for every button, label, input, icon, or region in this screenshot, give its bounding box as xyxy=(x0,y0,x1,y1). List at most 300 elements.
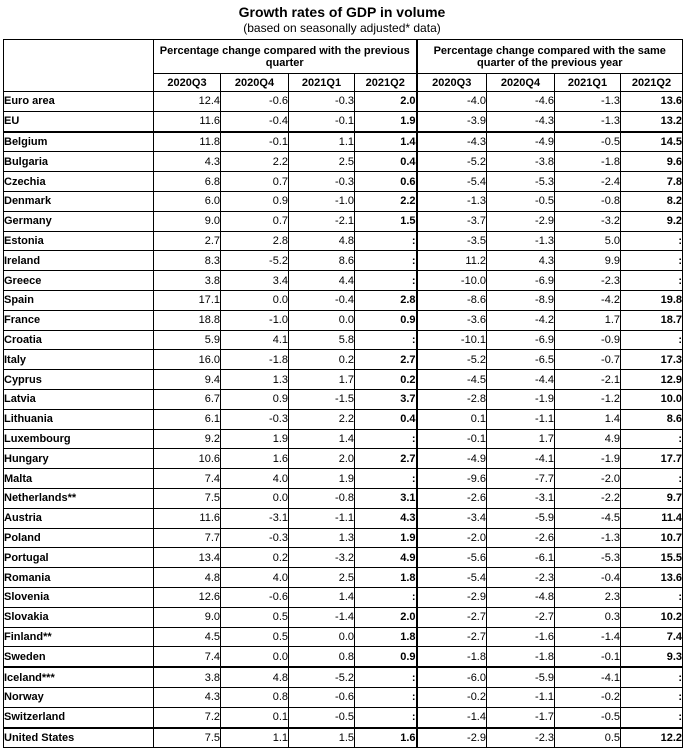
column-header: 2021Q1 xyxy=(555,74,621,92)
value-cell: : xyxy=(355,429,417,449)
value-cell: -5.4 xyxy=(417,172,487,192)
value-cell: -0.8 xyxy=(555,191,621,211)
value-cell: 0.7 xyxy=(221,211,289,231)
value-cell: 10.6 xyxy=(154,449,221,469)
column-header: 2021Q2 xyxy=(621,74,683,92)
value-cell: 0.1 xyxy=(417,409,487,429)
value-cell: 0.1 xyxy=(221,707,289,727)
value-cell: -0.2 xyxy=(417,687,487,707)
value-cell: 2.2 xyxy=(221,152,289,172)
country-cell: Croatia xyxy=(4,330,154,350)
country-cell: Estonia xyxy=(4,231,154,251)
value-cell: 0.4 xyxy=(355,152,417,172)
value-cell: 12.4 xyxy=(154,92,221,112)
value-cell: : xyxy=(355,587,417,607)
value-cell: 4.8 xyxy=(221,667,289,687)
value-cell: 8.6 xyxy=(621,409,683,429)
value-cell: -5.6 xyxy=(417,548,487,568)
value-cell: : xyxy=(621,271,683,291)
value-cell: 8.3 xyxy=(154,251,221,271)
value-cell: 5.8 xyxy=(289,330,355,350)
page-title: Growth rates of GDP in volume xyxy=(238,4,446,20)
value-cell: 9.4 xyxy=(154,370,221,390)
value-cell: -1.8 xyxy=(417,647,487,667)
value-cell: 2.7 xyxy=(355,350,417,370)
value-cell: -4.5 xyxy=(555,508,621,528)
table-row xyxy=(4,251,683,271)
value-cell: -2.0 xyxy=(555,469,621,489)
value-cell: 11.6 xyxy=(154,111,221,131)
value-cell: -0.4 xyxy=(289,290,355,310)
value-cell: : xyxy=(355,469,417,489)
value-cell: 1.9 xyxy=(355,528,417,548)
value-cell: -0.5 xyxy=(555,132,621,152)
country-cell: Sweden xyxy=(4,647,154,667)
value-cell: 17.7 xyxy=(621,449,683,469)
value-cell: -0.5 xyxy=(487,191,555,211)
value-cell: -1.8 xyxy=(221,350,289,370)
value-cell: -1.3 xyxy=(555,92,621,112)
value-cell: -4.9 xyxy=(487,132,555,152)
value-cell: 9.0 xyxy=(154,607,221,627)
value-cell: 2.3 xyxy=(555,587,621,607)
value-cell: 1.9 xyxy=(289,469,355,489)
value-cell: 17.1 xyxy=(154,290,221,310)
value-cell: 4.3 xyxy=(355,508,417,528)
value-cell: 7.8 xyxy=(621,172,683,192)
value-cell: 15.5 xyxy=(621,548,683,568)
country-cell: Slovenia xyxy=(4,587,154,607)
value-cell: -1.6 xyxy=(487,627,555,647)
value-cell: -1.9 xyxy=(555,449,621,469)
value-cell: 1.3 xyxy=(289,528,355,548)
value-cell: -5.2 xyxy=(417,350,487,370)
value-cell: 4.1 xyxy=(221,330,289,350)
value-cell: 17.3 xyxy=(621,350,683,370)
value-cell: : xyxy=(621,687,683,707)
value-cell: -2.0 xyxy=(417,528,487,548)
value-cell: -2.6 xyxy=(487,528,555,548)
country-cell: Hungary xyxy=(4,449,154,469)
value-cell: 0.5 xyxy=(221,627,289,647)
country-cell: Poland xyxy=(4,528,154,548)
value-cell: 1.4 xyxy=(555,409,621,429)
country-cell: France xyxy=(4,310,154,330)
table-row xyxy=(4,687,683,707)
value-cell: -3.2 xyxy=(555,211,621,231)
value-cell: -6.9 xyxy=(487,271,555,291)
value-cell: -1.8 xyxy=(487,647,555,667)
table-row xyxy=(4,488,683,508)
country-cell: United States xyxy=(4,728,154,748)
value-cell: -0.3 xyxy=(289,172,355,192)
value-cell: -4.2 xyxy=(487,310,555,330)
table-row xyxy=(4,449,683,469)
value-cell: : xyxy=(621,707,683,727)
value-cell: 4.9 xyxy=(555,429,621,449)
value-cell: -10.1 xyxy=(417,330,487,350)
value-cell: -5.2 xyxy=(417,152,487,172)
column-header: 2020Q4 xyxy=(221,74,289,92)
value-cell: -5.3 xyxy=(555,548,621,568)
value-cell: 9.2 xyxy=(154,429,221,449)
value-cell: -0.1 xyxy=(289,111,355,131)
country-cell: Finland** xyxy=(4,627,154,647)
value-cell: 12.9 xyxy=(621,370,683,390)
value-cell: -6.0 xyxy=(417,667,487,687)
value-cell: 2.7 xyxy=(355,449,417,469)
value-cell: -2.3 xyxy=(487,728,555,748)
value-cell: -3.4 xyxy=(417,508,487,528)
value-cell: 0.2 xyxy=(221,548,289,568)
table-row xyxy=(4,111,683,131)
value-cell: 11.8 xyxy=(154,132,221,152)
value-cell: : xyxy=(355,330,417,350)
value-cell: -1.8 xyxy=(555,152,621,172)
value-cell: : xyxy=(621,429,683,449)
value-cell: 1.8 xyxy=(355,627,417,647)
value-cell: 1.5 xyxy=(289,728,355,748)
value-cell: 1.1 xyxy=(221,728,289,748)
table-row xyxy=(4,627,683,647)
value-cell: -3.1 xyxy=(487,488,555,508)
value-cell: 1.8 xyxy=(355,568,417,588)
value-cell: 2.0 xyxy=(355,607,417,627)
value-cell: 0.0 xyxy=(221,647,289,667)
table-row xyxy=(4,132,683,152)
value-cell: 9.7 xyxy=(621,488,683,508)
value-cell: : xyxy=(621,251,683,271)
value-cell: : xyxy=(621,667,683,687)
corner-cell xyxy=(4,40,154,92)
value-cell: -3.8 xyxy=(487,152,555,172)
table-row xyxy=(4,528,683,548)
value-cell: 4.8 xyxy=(289,231,355,251)
value-cell: 4.3 xyxy=(154,687,221,707)
value-cell: 3.8 xyxy=(154,271,221,291)
value-cell: 0.5 xyxy=(555,728,621,748)
value-cell: -4.6 xyxy=(487,92,555,112)
column-header: 2021Q1 xyxy=(289,74,355,92)
value-cell: 2.2 xyxy=(289,409,355,429)
table-row xyxy=(4,290,683,310)
value-cell: 4.3 xyxy=(154,152,221,172)
value-cell: 0.0 xyxy=(289,627,355,647)
value-cell: -5.9 xyxy=(487,508,555,528)
table-row xyxy=(4,667,683,687)
value-cell: -2.9 xyxy=(417,728,487,748)
group-header-previous-quarter: Percentage change compared with the previous quarter xyxy=(154,40,417,74)
value-cell: 13.2 xyxy=(621,111,683,131)
value-cell: -3.7 xyxy=(417,211,487,231)
value-cell: -1.1 xyxy=(289,508,355,528)
country-cell: Ireland xyxy=(4,251,154,271)
value-cell: 0.5 xyxy=(221,607,289,627)
value-cell: 11.6 xyxy=(154,508,221,528)
value-cell: 2.8 xyxy=(355,290,417,310)
value-cell: 0.7 xyxy=(221,172,289,192)
value-cell: -0.8 xyxy=(289,488,355,508)
value-cell: 9.9 xyxy=(555,251,621,271)
table-row xyxy=(4,607,683,627)
value-cell: -0.1 xyxy=(221,132,289,152)
country-cell: Austria xyxy=(4,508,154,528)
table-row xyxy=(4,647,683,667)
value-cell: 2.2 xyxy=(355,191,417,211)
value-cell: 7.4 xyxy=(621,627,683,647)
table-row xyxy=(4,728,683,748)
value-cell: 12.2 xyxy=(621,728,683,748)
value-cell: 0.0 xyxy=(221,290,289,310)
table-row xyxy=(4,191,683,211)
value-cell: : xyxy=(355,707,417,727)
country-cell: Romania xyxy=(4,568,154,588)
value-cell: -3.2 xyxy=(289,548,355,568)
table-row xyxy=(4,330,683,350)
value-cell: -5.2 xyxy=(289,667,355,687)
value-cell: -4.9 xyxy=(417,449,487,469)
value-cell: -2.2 xyxy=(555,488,621,508)
value-cell: 18.8 xyxy=(154,310,221,330)
country-cell: Bulgaria xyxy=(4,152,154,172)
value-cell: 0.2 xyxy=(289,350,355,370)
country-cell: Norway xyxy=(4,687,154,707)
value-cell: 1.4 xyxy=(289,429,355,449)
column-header: 2020Q3 xyxy=(417,74,487,92)
value-cell: -4.8 xyxy=(487,587,555,607)
value-cell: -2.3 xyxy=(487,568,555,588)
value-cell: -8.9 xyxy=(487,290,555,310)
country-cell: Germany xyxy=(4,211,154,231)
value-cell: -3.5 xyxy=(417,231,487,251)
value-cell: 16.0 xyxy=(154,350,221,370)
value-cell: -1.7 xyxy=(487,707,555,727)
value-cell: -1.4 xyxy=(289,607,355,627)
country-cell: Czechia xyxy=(4,172,154,192)
table-row xyxy=(4,707,683,727)
value-cell: 6.0 xyxy=(154,191,221,211)
value-cell: 8.6 xyxy=(289,251,355,271)
country-cell: Portugal xyxy=(4,548,154,568)
value-cell: -1.4 xyxy=(417,707,487,727)
value-cell: -2.1 xyxy=(555,370,621,390)
value-cell: 2.0 xyxy=(355,92,417,112)
value-cell: 0.9 xyxy=(221,191,289,211)
table-row xyxy=(4,231,683,251)
value-cell: -8.6 xyxy=(417,290,487,310)
value-cell: 2.7 xyxy=(154,231,221,251)
value-cell: 6.7 xyxy=(154,389,221,409)
value-cell: 7.5 xyxy=(154,728,221,748)
value-cell: 0.4 xyxy=(355,409,417,429)
value-cell: -4.3 xyxy=(417,132,487,152)
value-cell: : xyxy=(621,231,683,251)
table-row xyxy=(4,429,683,449)
value-cell: 10.2 xyxy=(621,607,683,627)
value-cell: 1.9 xyxy=(221,429,289,449)
value-cell: -2.7 xyxy=(417,627,487,647)
value-cell: -0.6 xyxy=(221,587,289,607)
value-cell: -4.5 xyxy=(417,370,487,390)
value-cell: 11.2 xyxy=(417,251,487,271)
value-cell: 10.0 xyxy=(621,389,683,409)
value-cell: -5.2 xyxy=(221,251,289,271)
table-row xyxy=(4,271,683,291)
value-cell: 5.0 xyxy=(555,231,621,251)
value-cell: -5.9 xyxy=(487,667,555,687)
value-cell: 7.7 xyxy=(154,528,221,548)
value-cell: -0.2 xyxy=(555,687,621,707)
country-cell: Cyprus xyxy=(4,370,154,390)
value-cell: -2.4 xyxy=(555,172,621,192)
value-cell: 0.8 xyxy=(221,687,289,707)
value-cell: -0.5 xyxy=(289,707,355,727)
gdp-table xyxy=(3,39,683,748)
value-cell: 0.2 xyxy=(355,370,417,390)
value-cell: -5.3 xyxy=(487,172,555,192)
value-cell: : xyxy=(355,667,417,687)
value-cell: -6.1 xyxy=(487,548,555,568)
value-cell: -0.5 xyxy=(555,707,621,727)
value-cell: -0.3 xyxy=(289,92,355,112)
value-cell: 1.7 xyxy=(555,310,621,330)
value-cell: -1.5 xyxy=(289,389,355,409)
table-row xyxy=(4,389,683,409)
value-cell: 13.6 xyxy=(621,568,683,588)
column-header: 2020Q4 xyxy=(487,74,555,92)
value-cell: -3.9 xyxy=(417,111,487,131)
value-cell: : xyxy=(621,587,683,607)
value-cell: 9.2 xyxy=(621,211,683,231)
value-cell: 3.1 xyxy=(355,488,417,508)
value-cell: -2.9 xyxy=(417,587,487,607)
value-cell: 10.7 xyxy=(621,528,683,548)
value-cell: 3.4 xyxy=(221,271,289,291)
value-cell: -4.0 xyxy=(417,92,487,112)
country-cell: Euro area xyxy=(4,92,154,112)
value-cell: 14.5 xyxy=(621,132,683,152)
value-cell: 0.9 xyxy=(355,310,417,330)
value-cell: -1.3 xyxy=(487,231,555,251)
value-cell: -2.1 xyxy=(289,211,355,231)
value-cell: -0.9 xyxy=(555,330,621,350)
value-cell: 4.8 xyxy=(154,568,221,588)
value-cell: -0.3 xyxy=(221,528,289,548)
value-cell: -0.1 xyxy=(555,647,621,667)
value-cell: : xyxy=(355,251,417,271)
value-cell: -1.3 xyxy=(555,111,621,131)
country-cell: Slovakia xyxy=(4,607,154,627)
value-cell: 2.0 xyxy=(289,449,355,469)
value-cell: 0.8 xyxy=(289,647,355,667)
table-row xyxy=(4,152,683,172)
value-cell: 7.5 xyxy=(154,488,221,508)
page-subtitle: (based on seasonally adjusted* data) xyxy=(243,21,441,35)
value-cell: 13.4 xyxy=(154,548,221,568)
value-cell: -5.4 xyxy=(417,568,487,588)
value-cell: 9.3 xyxy=(621,647,683,667)
value-cell: -3.6 xyxy=(417,310,487,330)
value-cell: 3.7 xyxy=(355,389,417,409)
value-cell: 1.7 xyxy=(487,429,555,449)
table-row xyxy=(4,568,683,588)
value-cell: -1.3 xyxy=(417,191,487,211)
column-header: 2020Q3 xyxy=(154,74,221,92)
value-cell: -0.1 xyxy=(417,429,487,449)
value-cell: 1.4 xyxy=(355,132,417,152)
country-cell: Switzerland xyxy=(4,707,154,727)
table-row xyxy=(4,508,683,528)
value-cell: 1.1 xyxy=(289,132,355,152)
value-cell: 7.2 xyxy=(154,707,221,727)
value-cell: -2.7 xyxy=(417,607,487,627)
value-cell: -1.1 xyxy=(487,687,555,707)
value-cell: 4.5 xyxy=(154,627,221,647)
value-cell: 7.4 xyxy=(154,647,221,667)
value-cell: 2.8 xyxy=(221,231,289,251)
value-cell: -6.5 xyxy=(487,350,555,370)
value-cell: -3.1 xyxy=(221,508,289,528)
value-cell: -4.1 xyxy=(487,449,555,469)
value-cell: -4.1 xyxy=(555,667,621,687)
table-row xyxy=(4,548,683,568)
value-cell: -7.7 xyxy=(487,469,555,489)
value-cell: -4.3 xyxy=(487,111,555,131)
value-cell: : xyxy=(621,330,683,350)
value-cell: 6.8 xyxy=(154,172,221,192)
table-row xyxy=(4,92,683,112)
country-cell: Denmark xyxy=(4,191,154,211)
value-cell: 11.4 xyxy=(621,508,683,528)
value-cell: -1.1 xyxy=(487,409,555,429)
value-cell: -2.7 xyxy=(487,607,555,627)
value-cell: 1.5 xyxy=(355,211,417,231)
value-cell: -0.6 xyxy=(289,687,355,707)
value-cell: 1.6 xyxy=(221,449,289,469)
value-cell: -1.0 xyxy=(289,191,355,211)
table-row xyxy=(4,350,683,370)
value-cell: 13.6 xyxy=(621,92,683,112)
value-cell: 18.7 xyxy=(621,310,683,330)
value-cell: : xyxy=(355,231,417,251)
table-row xyxy=(4,172,683,192)
value-cell: 0.3 xyxy=(555,607,621,627)
value-cell: -2.3 xyxy=(555,271,621,291)
value-cell: 1.6 xyxy=(355,728,417,748)
value-cell: -0.6 xyxy=(221,92,289,112)
table-row xyxy=(4,587,683,607)
value-cell: 1.3 xyxy=(221,370,289,390)
table-row xyxy=(4,211,683,231)
value-cell: -4.2 xyxy=(555,290,621,310)
value-cell: 0.9 xyxy=(221,389,289,409)
value-cell: -4.4 xyxy=(487,370,555,390)
country-cell: EU xyxy=(4,111,154,131)
country-cell: Greece xyxy=(4,271,154,291)
value-cell: 4.9 xyxy=(355,548,417,568)
value-cell: -2.6 xyxy=(417,488,487,508)
country-cell: Latvia xyxy=(4,389,154,409)
country-cell: Belgium xyxy=(4,132,154,152)
value-cell: 0.0 xyxy=(221,488,289,508)
value-cell: 4.3 xyxy=(487,251,555,271)
value-cell: 4.4 xyxy=(289,271,355,291)
value-cell: -0.4 xyxy=(555,568,621,588)
value-cell: -0.4 xyxy=(221,111,289,131)
value-cell: 2.5 xyxy=(289,152,355,172)
value-cell: 4.0 xyxy=(221,568,289,588)
value-cell: 9.6 xyxy=(621,152,683,172)
